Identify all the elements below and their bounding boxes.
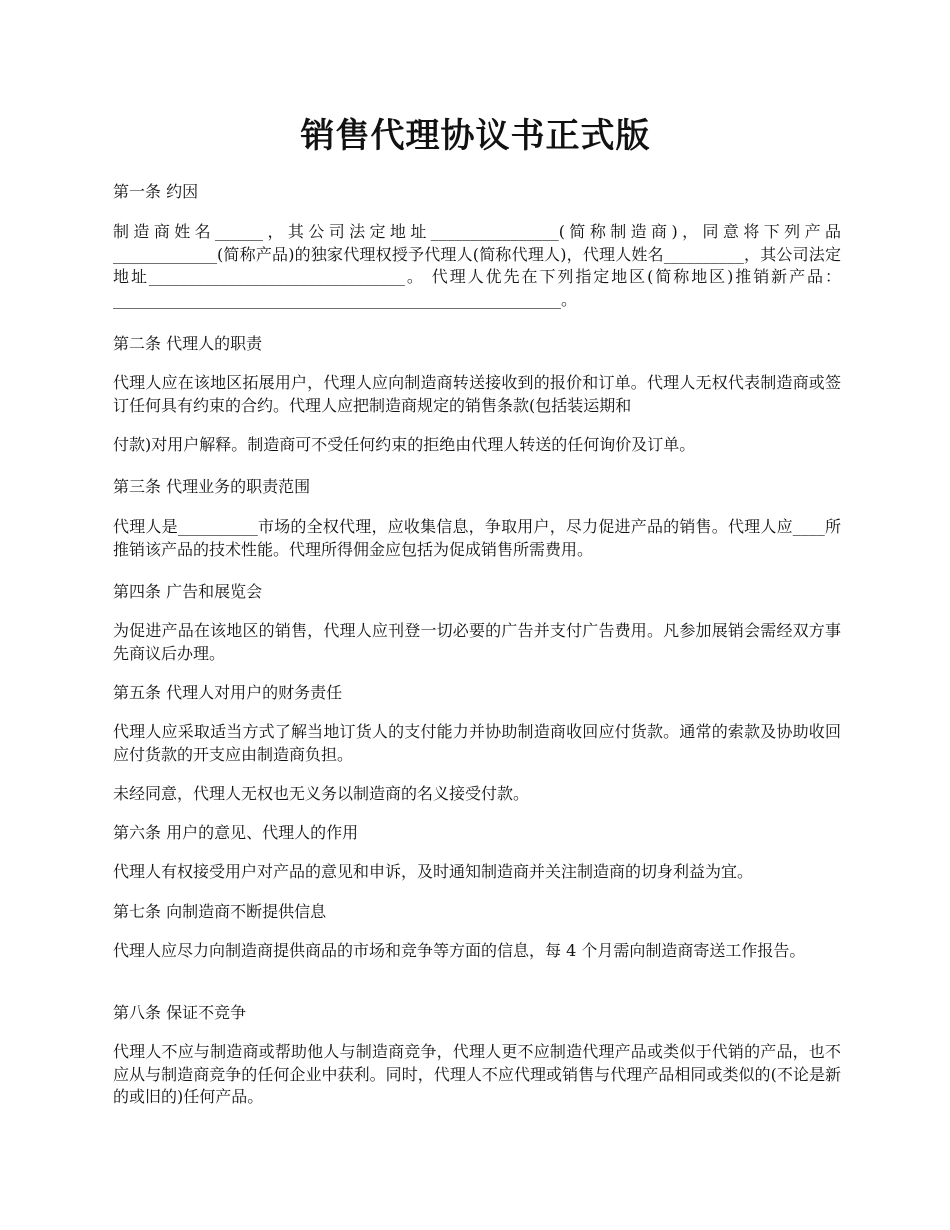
article-8-heading: 第八条 保证不竞争 — [113, 1003, 247, 1022]
article-3-heading: 第三条 代理业务的职责范围 — [113, 477, 311, 496]
article-5-paragraph-1: 代理人应采取适当方式了解当地订货人的支付能力并协助制造商收回应付货款。通常的索款及协助收回应付货款的开支应由制造商负担。 — [113, 722, 841, 764]
article-5-paragraph-2: 未经同意，代理人无权也无义务以制造商的名义接受付款。 — [113, 784, 530, 803]
article-2-paragraph-1: 代理人应在该地区拓展用户，代理人应向制造商转送接收到的报价和订单。代理人无权代表制造商或签订任何具有约束的合约。代理人应把制造商规定的销售条款(包括装运期和 — [113, 373, 841, 415]
article-7-heading: 第七条 向制造商不断提供信息 — [113, 902, 327, 921]
article-1-heading: 第一条 约因 — [113, 182, 199, 201]
article-4-heading: 第四条 广告和展览会 — [113, 582, 263, 601]
article-4-paragraph: 为促进产品在该地区的销售，代理人应刊登一切必要的广告并支付广告费用。凡参加展销会需经双方事先商议后办理。 — [113, 621, 841, 663]
article-1-paragraph: 制造商姓名______，其公司法定地址________________(简称制造商)，同意将下列产品_____________(简称产品)的独家代理权授予代理人(简称代理人)，代理人姓名__________，其公司法定地址________________________________。 代理人优先在下列指定地区(简称地区)推销新产品：________________________________________________________。 — [113, 222, 841, 309]
article-2-paragraph-2: 付款)对用户解释。制造商可不受任何约束的拒绝由代理人转送的任何询价及订单。 — [113, 435, 696, 454]
article-5-heading: 第五条 代理人对用户的财务责任 — [113, 683, 343, 702]
article-3-paragraph: 代理人是__________市场的全权代理，应收集信息，争取用户，尽力促进产品的销售。代理人应____所推销该产品的技术性能。代理所得佣金应包括为促成销售所需费用。 — [113, 517, 841, 559]
article-7-paragraph: 代理人应尽力向制造商提供商品的市场和竞争等方面的信息，每 4 个月需向制造商寄送工作报告。 — [113, 941, 806, 960]
article-6-heading: 第六条 用户的意见、代理人的作用 — [113, 823, 359, 842]
article-6-paragraph: 代理人有权接受用户对产品的意见和申诉，及时通知制造商并关注制造商的切身利益为宜。 — [113, 862, 754, 881]
page-title: 销售代理协议书正式版 — [300, 116, 651, 156]
article-2-heading: 第二条 代理人的职责 — [113, 334, 263, 353]
article-8-paragraph: 代理人不应与制造商或帮助他人与制造商竞争，代理人更不应制造代理产品或类似于代销的产品，也不应从与制造商竞争的任何企业中获利。同时，代理人不应代理或销售与代理产品相同或类似的(不论是新的或旧的)任何产品。 — [113, 1042, 841, 1106]
